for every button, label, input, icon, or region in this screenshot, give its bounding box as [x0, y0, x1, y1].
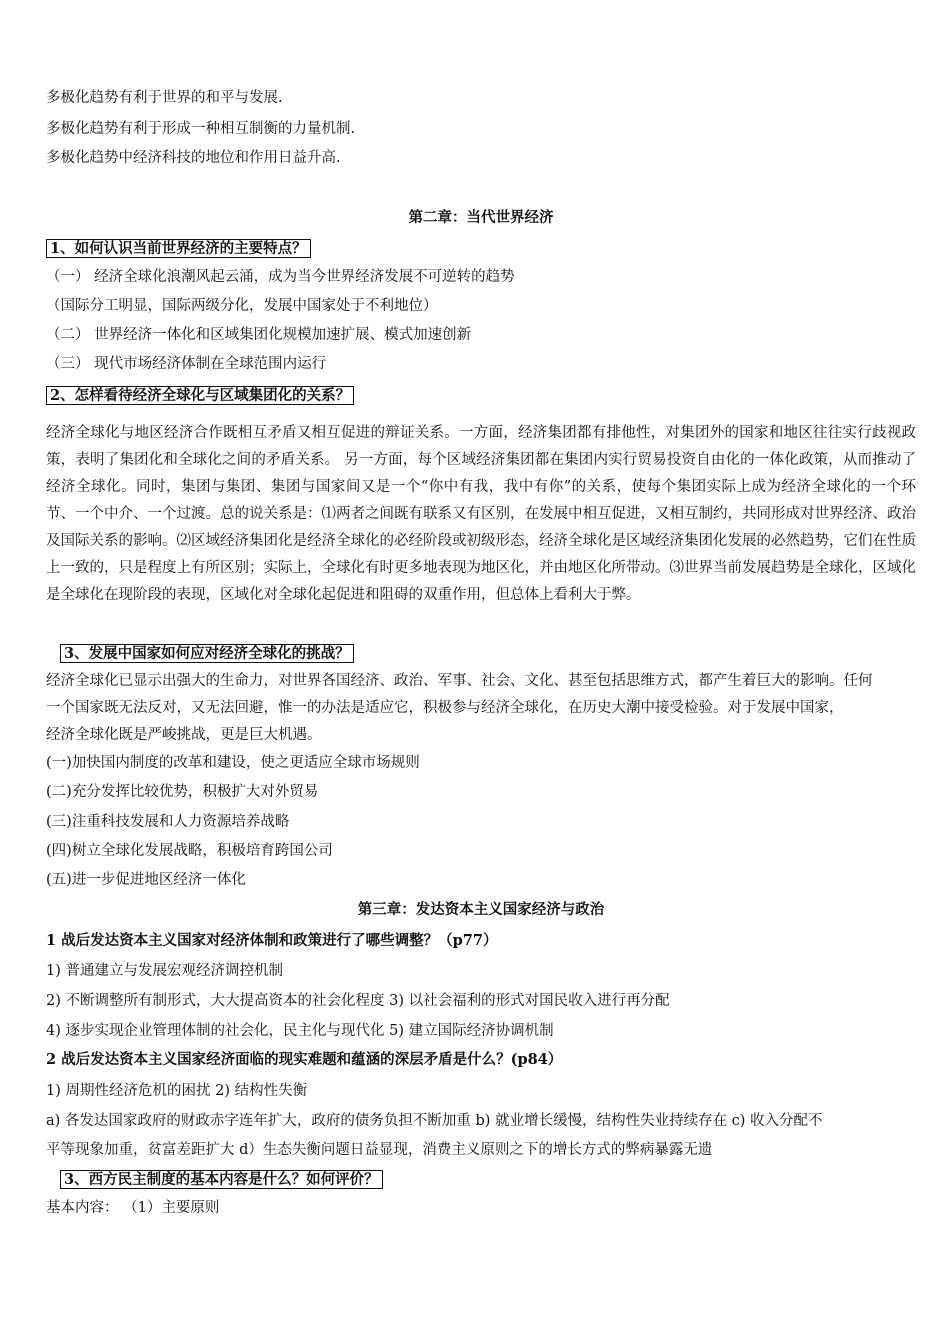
answer-item: 4) 逐步实现企业管理体制的社会化，民主化与现代化 5) 建立国际经济协调机制	[46, 1023, 554, 1039]
answer-item: （三） 现代市场经济体制在全球范围内运行	[46, 356, 327, 372]
answer-item: (一)加快国内制度的改革和建设，使之更适应全球市场规则	[46, 755, 420, 771]
answer-item: 1) 周期性经济危机的困扰 2) 结构性失衡	[46, 1083, 308, 1099]
answer-text: 经济全球化已显示出强大的生命力，对世界各国经济、政治、军事、社会、文化、甚至包括思维方式，都产生着巨大的影响。任何	[46, 673, 873, 689]
question-heading: 2、怎样看待经济全球化与区域集团化的关系？	[46, 386, 354, 405]
answer-item: 1) 普通建立与发展宏观经济调控机制	[46, 963, 283, 979]
answer-item: (三)注重科技发展和人力资源培养战略	[46, 814, 290, 830]
question-heading: 2 战后发达资本主义国家经济面临的现实难题和蕴涵的深层矛盾是什么？(p84）	[46, 1051, 563, 1068]
answer-item: (五)进一步促进地区经济一体化	[46, 872, 246, 888]
answer-item: （二） 世界经济一体化和区域集团化规模加速扩展、模式加速创新	[46, 327, 472, 343]
answer-item: 平等现象加重，贫富差距扩大 d）生态失衡问题日益显现，消费主义原则之下的增长方式的弊病暴露无遗	[46, 1142, 713, 1158]
answer-paragraph: 经济全球化与地区经济合作既相互矛盾又相互促进的辩证关系。一方面，经济集团都有排他性，对集团外的国家和地区往往实行歧视政策，表明了集团化和全球化之间的矛盾关系。 另一方面，每个区域经济集团都在集团内实行贸易投资自由化的一体化政策，从而推动了经济全球化。同时，集团与集团、集团与国家间又是一个“你中有我，我中有你”的关系，使每个集团实际上成为经济全球化的一个环节、一个中介、一个过渡。总的说关系是：⑴两者之间既有联系又有区别，在发展中相互促进，又相互制约，共同形成对世界经济、政治及国际关系的影响。⑵区域经济集团化是经济全球化的必经阶段或初级形态，经济全球化是区域经济集团化发展的必然趋势，它们在性质上一致的，只是程度上有所区别；实际上，全球化有时更多地表现为地区化，并由地区化所带动。⑶世界当前发展趋势是全球化，区域化是全球化在现阶段的表现，区域化对全球化起促进和阻碍的双重作用，但总体上看利大于弊。	[46, 425, 916, 603]
intro-line: 多极化趋势中经济科技的地位和作用日益升高.	[46, 150, 341, 166]
answer-item: 2) 不断调整所有制形式，大大提高资本的社会化程度 3) 以社会福利的形式对国民收入进行再分配	[46, 993, 670, 1009]
answer-item: （一） 经济全球化浪潮风起云涌，成为当今世界经济发展不可逆转的趋势	[46, 269, 515, 285]
answer-text: 经济全球化既是严峻挑战，更是巨大机遇。	[46, 727, 322, 743]
answer-item: (二)充分发挥比较优势，积极扩大对外贸易	[46, 784, 319, 800]
intro-line: 多极化趋势有利于世界的和平与发展.	[46, 90, 283, 106]
question-heading: 1 战后发达资本主义国家对经济体制和政策进行了哪些调整？（p77）	[46, 932, 498, 949]
answer-item: （国际分工明显，国际两级分化，发展中国家处于不利地位）	[46, 298, 438, 314]
chapter-title: 第二章：当代世界经济	[408, 209, 554, 226]
answer-item: a) 各发达国家政府的财政赤字连年扩大，政府的债务负担不断加重 b) 就业增长缓慢，结构性失业持续存在 c) 收入分配不	[46, 1113, 823, 1129]
question-heading: 3、发展中国家如何应对经济全球化的挑战？	[60, 644, 354, 663]
answer-item: (四)树立全球化发展战略，积极培育跨国公司	[46, 843, 333, 859]
intro-line: 多极化趋势有利于形成一种相互制衡的力量机制.	[46, 121, 356, 137]
question-heading: 1、如何认识当前世界经济的主要特点？	[46, 239, 311, 258]
answer-text: 一个国家既无法反对，又无法回避，惟一的办法是适应它，积极参与经济全球化，在历史大潮中接受检验。对于发展中国家，	[46, 700, 844, 716]
answer-text: 基本内容： （1）主要原则	[46, 1200, 220, 1216]
question-heading: 3、西方民主制度的基本内容是什么？如何评价？	[60, 1170, 383, 1189]
chapter-title: 第三章：发达资本主义国家经济与政治	[357, 901, 605, 918]
